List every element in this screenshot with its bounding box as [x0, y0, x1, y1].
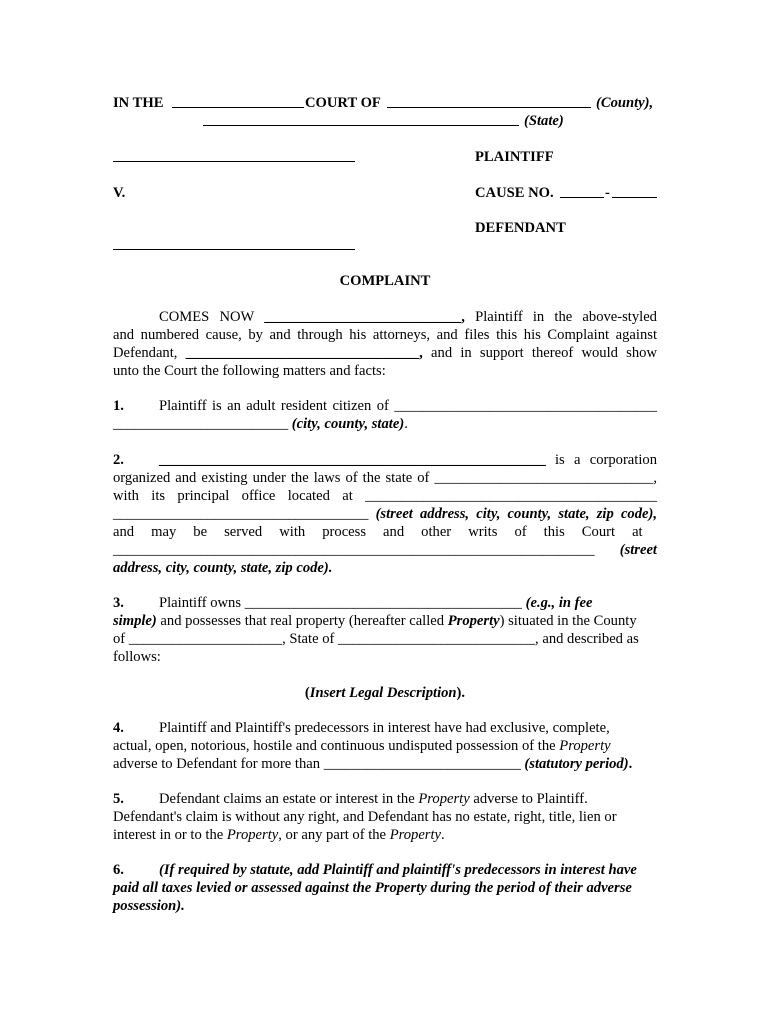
p2-blank-b: ______________________________,	[434, 470, 657, 486]
p4-property: Property	[559, 738, 611, 754]
p3-note-a: (e.g., in fee	[525, 595, 593, 611]
p5-property-3: Property	[389, 827, 442, 843]
p5-text-d: interest in or to the	[113, 827, 227, 843]
p3-number: 3.	[113, 595, 124, 611]
caption-state: (State)	[524, 113, 564, 129]
paragraph-3	[113, 594, 657, 666]
cause-no-separator: -	[605, 185, 610, 201]
p6-text-b: paid all taxes levied or assessed against the Property during the period of their adverse	[113, 880, 632, 896]
p2-line-1	[113, 451, 657, 469]
intro-text-3: and in support thereof would show	[422, 345, 657, 361]
state-blank	[203, 125, 519, 126]
court-name-blank	[172, 107, 304, 108]
caption-versus: V.	[113, 185, 126, 201]
intro-text-4: unto the Court the following matters and facts:	[113, 363, 386, 379]
p6-line-2	[113, 879, 657, 897]
p3-text-e: State of	[285, 631, 335, 647]
p3-line-3	[113, 630, 657, 648]
p5-number: 5.	[113, 791, 124, 807]
p2-line-7	[113, 559, 657, 577]
county-blank	[387, 107, 591, 108]
paragraph-4	[113, 719, 657, 773]
p2-line-2	[113, 469, 657, 487]
p5-text-c: Defendant's claim is without any right, and Defendant has no estate, right, title, lien or	[113, 809, 617, 825]
p2-note-c: address, city, county, state, zip code).	[113, 560, 333, 576]
intro-line-4	[113, 362, 657, 380]
p1-blank-a: ____________________________________	[394, 398, 657, 414]
p2-text-c: with its principal office located at	[113, 488, 353, 504]
p2-line-3	[113, 487, 657, 505]
intro-paragraph	[113, 308, 657, 380]
p5-text-b: adverse to Plaintiff.	[469, 791, 588, 807]
p3-text-b: and possesses that real property (hereafter called	[156, 613, 448, 629]
cause-no-blank-2	[612, 197, 657, 198]
p6-number: 6.	[113, 862, 124, 878]
p3-blank-a: ______________________________________	[244, 595, 522, 611]
intro-line-3	[113, 344, 657, 362]
intro-line-2	[113, 326, 657, 344]
paragraph-1	[113, 397, 657, 433]
p2-line-6	[113, 541, 657, 559]
p3-text-f: and described as	[538, 631, 639, 647]
p5-text-a: Defendant claims an estate or interest in the	[159, 791, 419, 807]
p6-line-3	[113, 897, 657, 915]
p4-text-b: actual, open, notorious, hostile and continuous undisputed possession of the	[113, 738, 560, 754]
p2-number: 2.	[113, 452, 124, 468]
p2-note-b: (street	[619, 542, 657, 558]
p6-text-a: (If required by statute, add Plaintiff and plaintiff's predecessors in interest have	[159, 862, 637, 878]
p3-note-b: simple)	[113, 613, 157, 629]
p1-blank-b: ________________________	[113, 416, 289, 432]
caption-court-of: COURT OF	[305, 95, 381, 111]
p1-line-1	[113, 397, 657, 415]
p3-property: Property	[447, 613, 500, 629]
p3-line-2	[113, 612, 657, 630]
p2-line-4	[113, 505, 657, 523]
p3-line-4	[113, 648, 657, 666]
p5-text-e: , or any part of the	[278, 827, 390, 843]
plaintiff-name-blank	[113, 161, 355, 162]
p1-text: Plaintiff is an adult resident citizen of	[159, 398, 389, 414]
defendant-blank: ________________________________,	[185, 345, 423, 361]
p5-property-1: Property	[418, 791, 470, 807]
intro-line-1	[113, 308, 657, 326]
p2-text-d: and may be served with process and other writs of this Court at	[113, 524, 643, 540]
p2-blank-d: ___________________________________	[113, 506, 369, 522]
caption-county: (County),	[596, 95, 654, 111]
plaintiff-blank: ___________________________,	[264, 309, 465, 325]
caption-cause-no: CAUSE NO.	[475, 185, 554, 201]
p4-line-2	[113, 737, 657, 755]
paragraph-5	[113, 790, 657, 844]
cause-no-blank-1	[560, 197, 604, 198]
comes-now-text: COMES NOW	[159, 309, 255, 325]
p5-line-2	[113, 808, 657, 826]
p5-line-3	[113, 826, 657, 844]
paragraph-6	[113, 861, 657, 915]
p4-number: 4.	[113, 720, 124, 736]
p4-line-1	[113, 719, 657, 737]
p4-blank: ___________________________	[323, 756, 521, 772]
p4-note: (statutory period)	[524, 756, 629, 772]
p6-text-c: possession).	[113, 898, 185, 914]
p4-line-3	[113, 755, 657, 773]
p6-line-1	[113, 861, 657, 879]
p4-text-c: adverse to Defendant for more than	[113, 756, 321, 772]
intro-text-1: Plaintiff in the above-styled	[464, 309, 657, 325]
legal-description-placeholder: (Insert Legal Description).	[304, 685, 466, 701]
p3-text-d: of	[113, 631, 126, 647]
p2-blank-c: ________________________________________	[365, 488, 657, 504]
p3-line-1	[113, 594, 657, 612]
p3-text-g: follows:	[113, 649, 161, 665]
defendant-label: Defendant,	[113, 345, 178, 361]
p5-end: .	[441, 827, 445, 843]
p1-number: 1.	[113, 398, 124, 414]
caption-plaintiff: PLAINTIFF	[475, 149, 554, 165]
p4-text-a: Plaintiff and Plaintiff's predecessors in interest have had exclusive, complete,	[159, 720, 610, 736]
p5-property-2: Property	[226, 827, 279, 843]
p2-line-5	[113, 523, 657, 541]
p2-text-b: organized and existing under the laws of the state of	[113, 470, 430, 486]
p3-blank-b: _____________________,	[128, 631, 286, 647]
caption-defendant: DEFENDANT	[475, 220, 566, 236]
paragraph-2	[113, 451, 657, 577]
p2-text-a: is a corporation	[545, 452, 657, 468]
p3-blank-c: ___________________________,	[338, 631, 539, 647]
p2-blank-a: _____________________________________________________	[159, 452, 546, 468]
p5-line-1	[113, 790, 657, 808]
caption-in-the: IN THE	[113, 95, 164, 111]
p3-text-c: ) situated in the County	[499, 613, 637, 629]
p4-end: .	[628, 756, 633, 772]
intro-text-2: and numbered cause, by and through his attorneys, and files this his Complaint against	[113, 327, 657, 343]
p1-line-2	[113, 415, 657, 433]
p3-text-a: Plaintiff owns	[159, 595, 242, 611]
p2-note-a: (street address, city, county, state, zip code),	[375, 506, 657, 522]
p2-blank-e: __________________________________________________________________	[113, 542, 595, 558]
p1-end: .	[404, 416, 408, 432]
document-title: COMPLAINT	[339, 273, 431, 289]
p1-note: (city, county, state)	[291, 416, 405, 432]
defendant-name-blank	[113, 249, 355, 250]
